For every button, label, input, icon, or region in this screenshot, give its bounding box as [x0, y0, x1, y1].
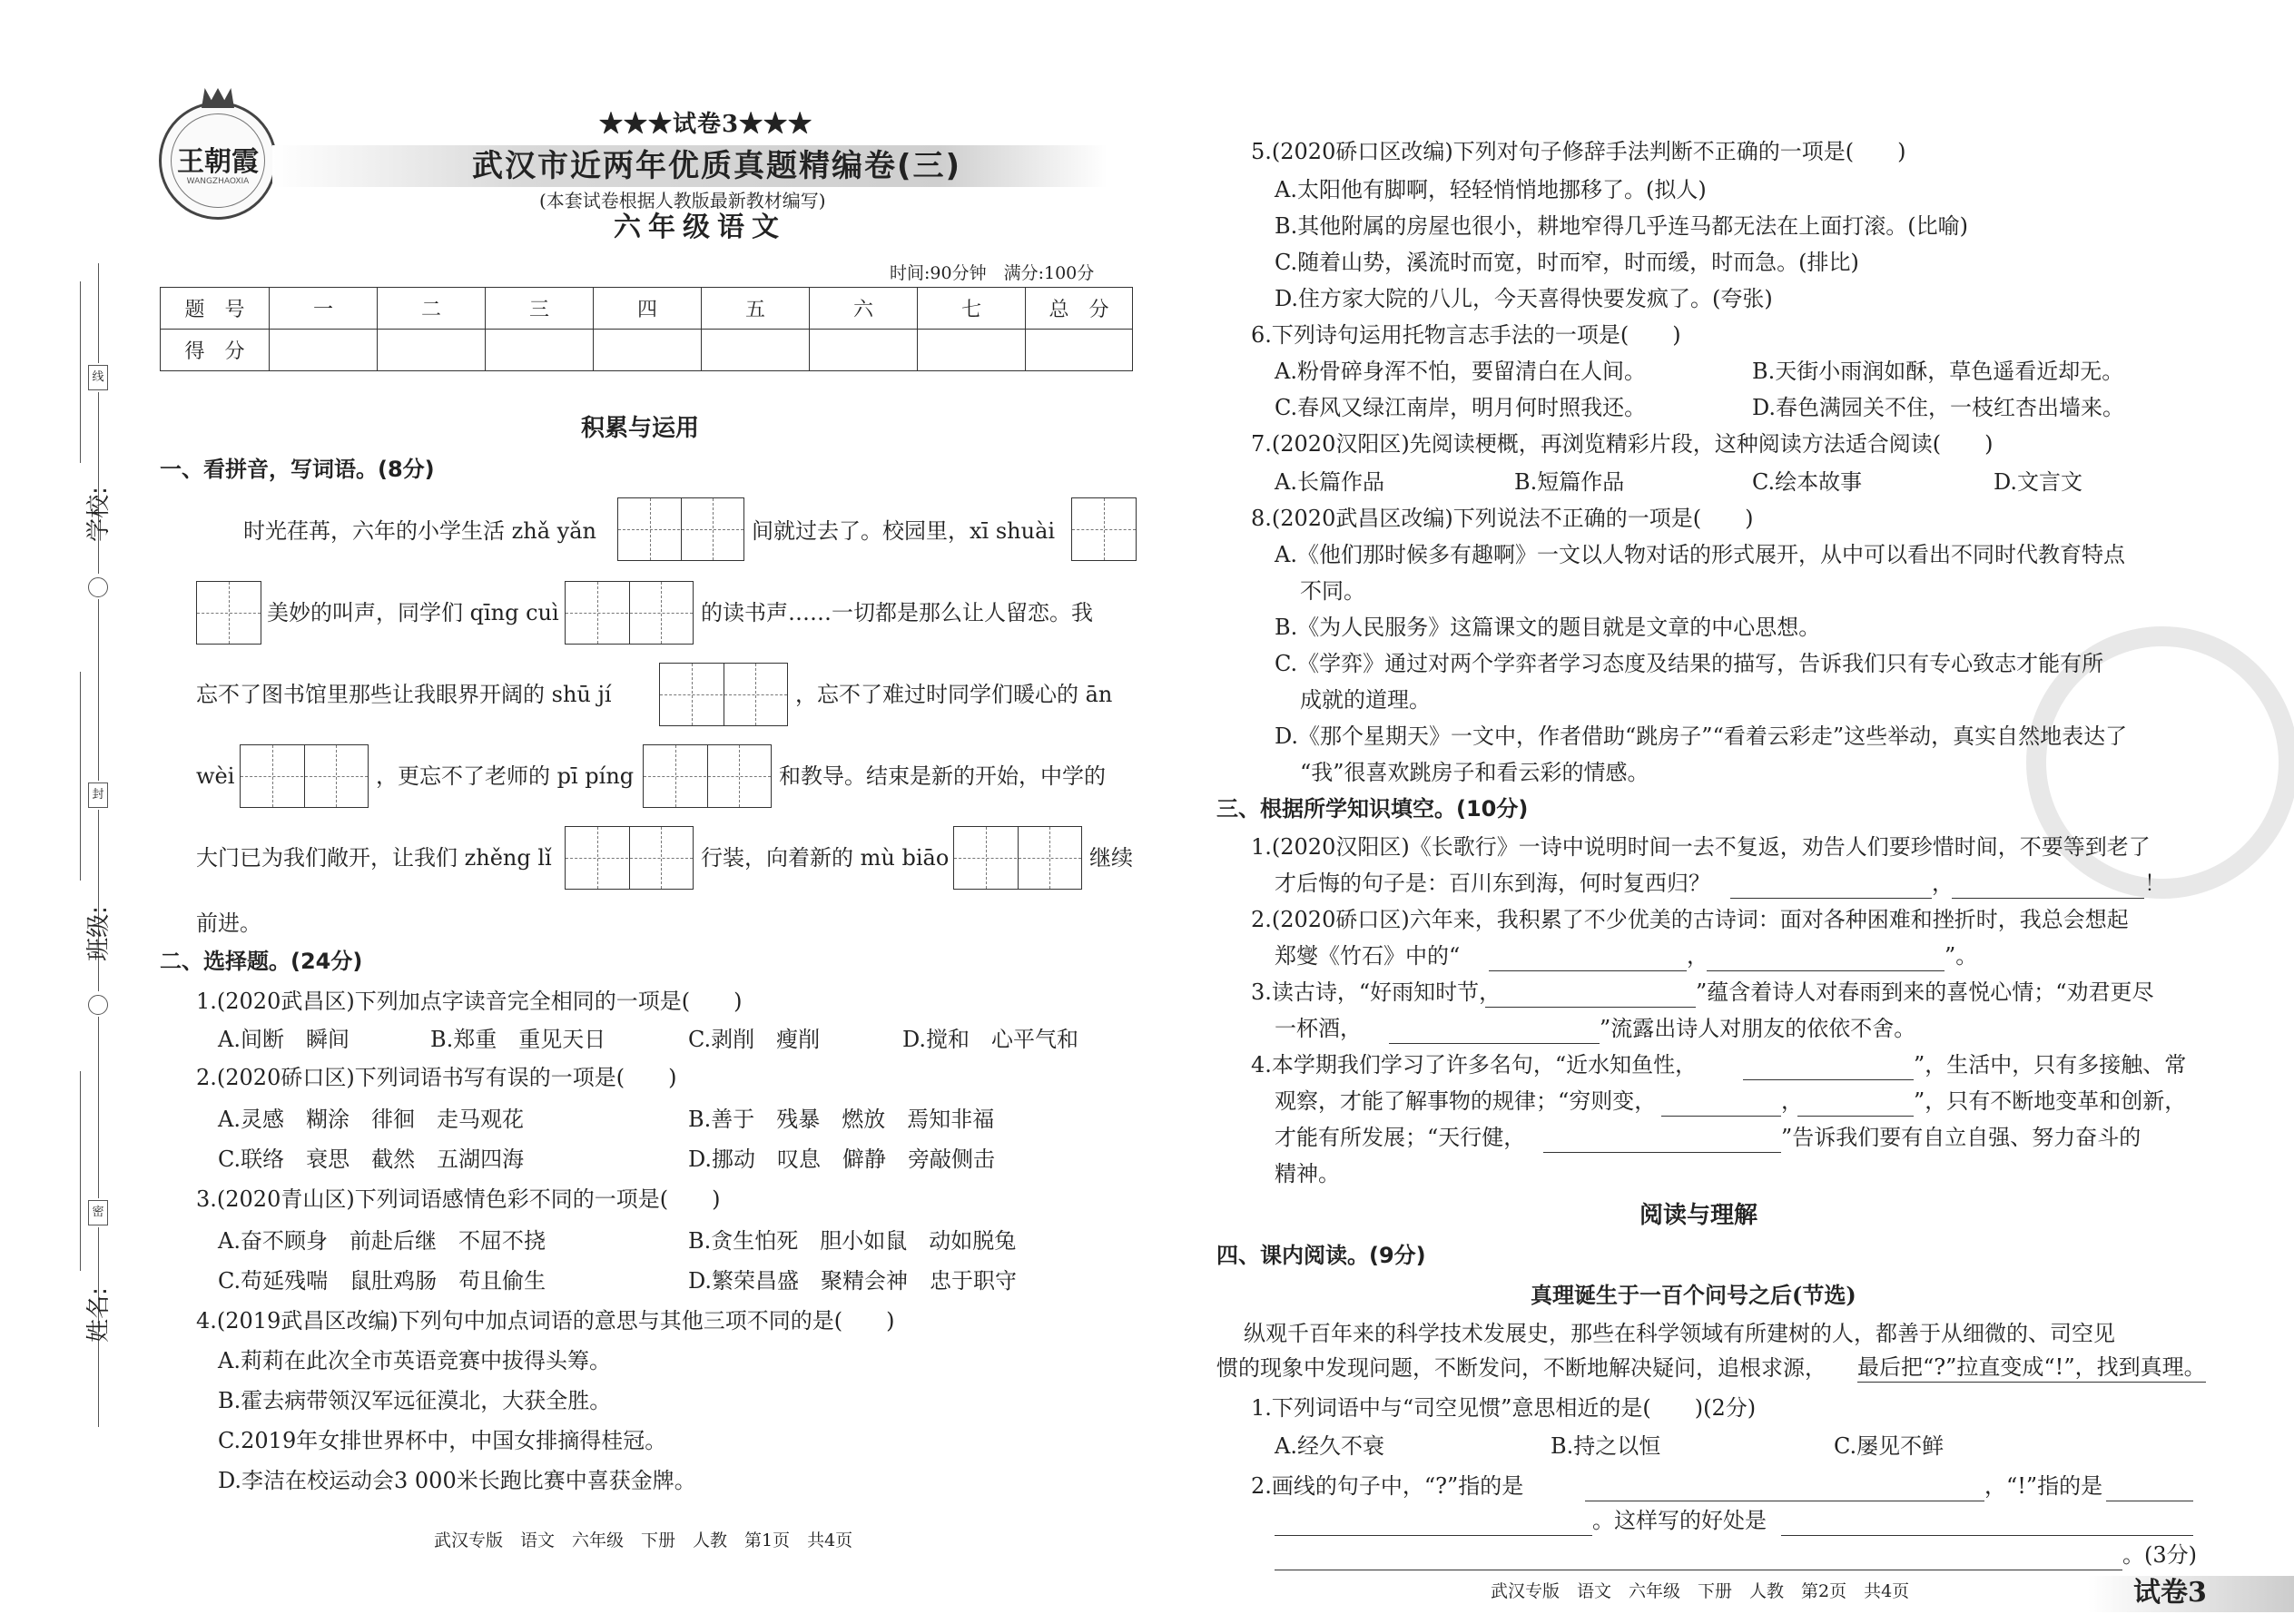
pinyin-grid-xishuai-1[interactable]	[1071, 497, 1137, 561]
footer-left: 武汉专版 语文 六年级 下册 人教 第1页 共4页	[434, 1530, 853, 1550]
fill-blank-3-4b[interactable]	[1661, 1093, 1781, 1117]
binding-mark-secret: 密	[88, 1200, 108, 1225]
class-label: 班级:	[84, 906, 113, 961]
q2-3: 3.(2020青山区)下列词语感情色彩不同的一项是( )	[196, 1186, 721, 1212]
fill-blank-r2a[interactable]	[1585, 1478, 1984, 1501]
fill-blank-3-2a[interactable]	[1489, 948, 1687, 971]
q2-1: 1.(2020武昌区)下列加点字读音完全相同的一项是( )	[196, 989, 743, 1014]
q2-2: 2.(2020硚口区)下列词语书写有误的一项是( )	[196, 1065, 677, 1090]
school-label: 学校:	[84, 487, 113, 542]
pinyin-grid-shuji[interactable]	[659, 663, 788, 726]
fill-blank-3-3b[interactable]	[1389, 1020, 1600, 1044]
exam-number: ★★★试卷3★★★	[599, 111, 813, 138]
section-title-reading: 阅读与理解	[1639, 1202, 1758, 1229]
fill-blank-3-3a[interactable]	[1485, 984, 1696, 1008]
pinyin-grid-zhengli[interactable]	[565, 826, 694, 890]
fill-blank-3-1b[interactable]	[1952, 875, 2144, 899]
fill-blank-3-2b[interactable]	[1707, 948, 1944, 971]
q3-title: 三、根据所学知识填空。(10分)	[1216, 796, 1529, 822]
q2-7: 7.(2020汉阳区)先阅读梗概，再浏览精彩片段，这种阅读方法适合阅读( )	[1251, 431, 1994, 457]
fill-blank-3-4a[interactable]	[1743, 1057, 1914, 1080]
fill-blank-r2e[interactable]	[1275, 1547, 2122, 1570]
fill-blank-3-4c[interactable]	[1797, 1093, 1914, 1117]
pinyin-grid-qingcui[interactable]	[565, 581, 694, 645]
q4-title: 四、课内阅读。(9分)	[1216, 1243, 1426, 1268]
pinyin-grid-anwei[interactable]	[240, 744, 369, 808]
binding-mark-seal: 封	[88, 782, 108, 808]
q2-6: 6.下列诗句运用托物言志手法的一项是( )	[1251, 322, 1681, 348]
pinyin-grid-xishuai-2[interactable]	[196, 581, 261, 645]
corner-exam-label: 试卷3	[2133, 1577, 2207, 1609]
fill-blank-3-4d[interactable]	[1543, 1129, 1781, 1153]
passage-title: 真理诞生于一百个问号之后(节选)	[1531, 1282, 1856, 1308]
pinyin-grid-piping[interactable]	[643, 744, 772, 808]
q2-8: 8.(2020武昌区改编)下列说法不正确的一项是( )	[1251, 506, 1754, 531]
exam-subject: 六年级语文	[614, 212, 786, 243]
pinyin-grid-zhayan[interactable]	[617, 497, 744, 561]
q2-5: 5.(2020硚口区改编)下列对句子修辞手法判断不正确的一项是( )	[1251, 139, 1906, 164]
fill-blank-3-1a[interactable]	[1730, 875, 1932, 899]
exam-time: 时间:90分钟 满分:100分	[890, 263, 1095, 283]
publisher-logo: 王朝霞 WANGZHAOXIA	[159, 102, 277, 220]
exam-note: (本套试卷根据人教版最新教材编写)	[539, 190, 826, 212]
footer-right: 武汉专版 语文 六年级 下册 人教 第2页 共4页	[1491, 1581, 1910, 1601]
logo-text: 王朝霞	[177, 146, 259, 178]
section-title-accumulation: 积累与运用	[581, 415, 700, 442]
q1-title: 一、看拼音，写词语。(8分)	[160, 457, 435, 482]
exam-title: 武汉市近两年优质真题精编卷(三)	[472, 148, 962, 184]
name-label: 姓名:	[84, 1287, 113, 1343]
pinyin-grid-mubiao[interactable]	[953, 826, 1082, 890]
fill-blank-r2b[interactable]	[2106, 1478, 2193, 1501]
fill-blank-r2d[interactable]	[1781, 1512, 2193, 1536]
underlined-sentence: 最后把“?”拉直变成“!”，找到真理。	[1857, 1353, 2206, 1383]
q2-4: 4.(2019武昌区改编)下列句中加点词语的意思与其他三项不同的是( )	[196, 1308, 895, 1334]
fill-blank-r2c[interactable]	[1275, 1512, 1592, 1536]
q2-title: 二、选择题。(24分)	[160, 949, 363, 974]
score-table: 题 号 一 二 三 四 五 六 七 总 分 得 分	[160, 287, 1133, 371]
binding-mark-line: 线	[88, 365, 108, 390]
